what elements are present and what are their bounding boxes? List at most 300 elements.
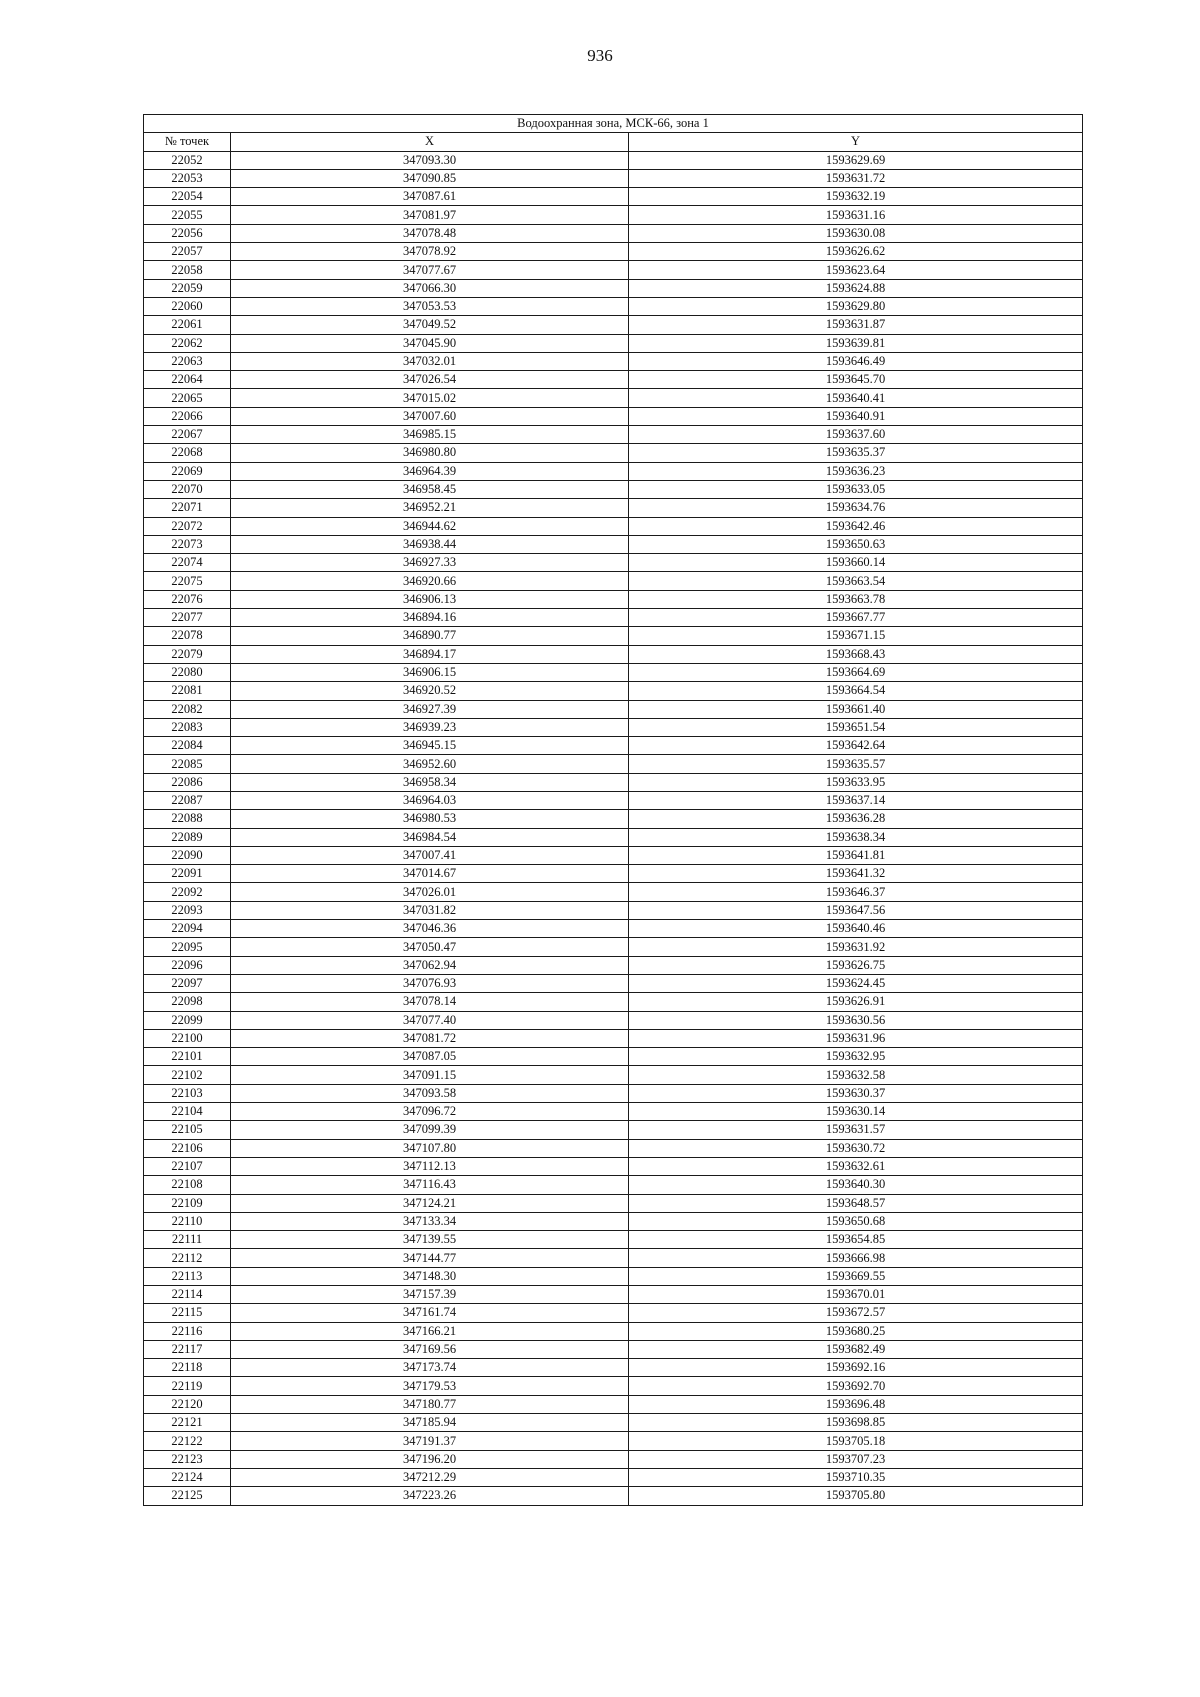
x-cell: 347144.77	[231, 1249, 629, 1267]
table-row	[144, 1212, 1083, 1230]
y-cell: 1593637.14	[629, 791, 1083, 809]
x-cell: 346927.33	[231, 554, 629, 572]
point-number-cell: 22121	[144, 1414, 231, 1432]
x-cell: 347173.74	[231, 1359, 629, 1377]
table-row	[144, 773, 1083, 791]
table-row	[144, 1450, 1083, 1468]
point-number-cell: 22101	[144, 1048, 231, 1066]
y-cell: 1593630.08	[629, 224, 1083, 242]
y-cell: 1593626.62	[629, 243, 1083, 261]
table-row	[144, 1304, 1083, 1322]
x-cell: 346927.39	[231, 700, 629, 718]
table-title-row	[144, 115, 1083, 133]
table-row	[144, 1231, 1083, 1249]
point-number-cell: 22078	[144, 627, 231, 645]
y-cell: 1593631.96	[629, 1029, 1083, 1047]
header-y: Y	[629, 133, 1083, 151]
point-number-cell: 22084	[144, 737, 231, 755]
y-cell: 1593670.01	[629, 1286, 1083, 1304]
point-number-cell: 22076	[144, 590, 231, 608]
y-cell: 1593705.80	[629, 1487, 1083, 1505]
table-row	[144, 1066, 1083, 1084]
y-cell: 1593640.46	[629, 920, 1083, 938]
x-cell: 347107.80	[231, 1139, 629, 1157]
y-cell: 1593692.70	[629, 1377, 1083, 1395]
table-row	[144, 1029, 1083, 1047]
point-number-cell: 22104	[144, 1103, 231, 1121]
table-row	[144, 279, 1083, 297]
x-cell: 347049.52	[231, 316, 629, 334]
point-number-cell: 22057	[144, 243, 231, 261]
y-cell: 1593637.60	[629, 426, 1083, 444]
y-cell: 1593640.91	[629, 407, 1083, 425]
point-number-cell: 22055	[144, 206, 231, 224]
x-cell: 346906.13	[231, 590, 629, 608]
y-cell: 1593645.70	[629, 371, 1083, 389]
table-row	[144, 974, 1083, 992]
table-row	[144, 663, 1083, 681]
table-row	[144, 865, 1083, 883]
table-header-row	[144, 133, 1083, 151]
x-cell: 346890.77	[231, 627, 629, 645]
y-cell: 1593661.40	[629, 700, 1083, 718]
point-number-cell: 22124	[144, 1468, 231, 1486]
x-cell: 347179.53	[231, 1377, 629, 1395]
table-row	[144, 718, 1083, 736]
y-cell: 1593631.16	[629, 206, 1083, 224]
point-number-cell: 22103	[144, 1084, 231, 1102]
y-cell: 1593640.41	[629, 389, 1083, 407]
x-cell: 346938.44	[231, 535, 629, 553]
table-row	[144, 334, 1083, 352]
table-row	[144, 791, 1083, 809]
point-number-cell: 22056	[144, 224, 231, 242]
x-cell: 347081.72	[231, 1029, 629, 1047]
x-cell: 347046.36	[231, 920, 629, 938]
y-cell: 1593630.14	[629, 1103, 1083, 1121]
point-number-cell: 22089	[144, 828, 231, 846]
point-number-cell: 22059	[144, 279, 231, 297]
x-cell: 347180.77	[231, 1395, 629, 1413]
point-number-cell: 22097	[144, 974, 231, 992]
table-row	[144, 261, 1083, 279]
x-cell: 347078.48	[231, 224, 629, 242]
y-cell: 1593664.69	[629, 663, 1083, 681]
table-row	[144, 1432, 1083, 1450]
x-cell: 347026.54	[231, 371, 629, 389]
point-number-cell: 22114	[144, 1286, 231, 1304]
x-cell: 347212.29	[231, 1468, 629, 1486]
x-cell: 347139.55	[231, 1231, 629, 1249]
table-row	[144, 1157, 1083, 1175]
table-row	[144, 1084, 1083, 1102]
point-number-cell: 22110	[144, 1212, 231, 1230]
x-cell: 347093.58	[231, 1084, 629, 1102]
table-row	[144, 645, 1083, 663]
point-number-cell: 22113	[144, 1267, 231, 1285]
point-number-cell: 22080	[144, 663, 231, 681]
y-cell: 1593632.19	[629, 188, 1083, 206]
point-number-cell: 22058	[144, 261, 231, 279]
table-row	[144, 1487, 1083, 1505]
table-title: Водоохранная зона, МСК-66, зона 1	[144, 115, 1083, 133]
x-cell: 346906.15	[231, 663, 629, 681]
table-row	[144, 188, 1083, 206]
table-row	[144, 737, 1083, 755]
point-number-cell: 22083	[144, 718, 231, 736]
y-cell: 1593629.80	[629, 297, 1083, 315]
table-row	[144, 352, 1083, 370]
table-row	[144, 1395, 1083, 1413]
point-number-cell: 22085	[144, 755, 231, 773]
table-row	[144, 371, 1083, 389]
y-cell: 1593646.37	[629, 883, 1083, 901]
point-number-cell: 22100	[144, 1029, 231, 1047]
x-cell: 346939.23	[231, 718, 629, 736]
x-cell: 347007.60	[231, 407, 629, 425]
table-row	[144, 1322, 1083, 1340]
table-row	[144, 1286, 1083, 1304]
table-row	[144, 1011, 1083, 1029]
table-row	[144, 755, 1083, 773]
y-cell: 1593646.49	[629, 352, 1083, 370]
table-row	[144, 627, 1083, 645]
x-cell: 347078.14	[231, 993, 629, 1011]
header-x: X	[231, 133, 629, 151]
x-cell: 347026.01	[231, 883, 629, 901]
point-number-cell: 22061	[144, 316, 231, 334]
table-row	[144, 535, 1083, 553]
x-cell: 346952.21	[231, 499, 629, 517]
y-cell: 1593647.56	[629, 901, 1083, 919]
x-cell: 346945.15	[231, 737, 629, 755]
point-number-cell: 22073	[144, 535, 231, 553]
point-number-cell: 22107	[144, 1157, 231, 1175]
table-row	[144, 426, 1083, 444]
x-cell: 347185.94	[231, 1414, 629, 1432]
point-number-cell: 22067	[144, 426, 231, 444]
y-cell: 1593667.77	[629, 609, 1083, 627]
coordinates-table	[143, 114, 1083, 1506]
point-number-cell: 22069	[144, 462, 231, 480]
x-cell: 347090.85	[231, 169, 629, 187]
x-cell: 347091.15	[231, 1066, 629, 1084]
y-cell: 1593663.54	[629, 572, 1083, 590]
y-cell: 1593692.16	[629, 1359, 1083, 1377]
point-number-cell: 22098	[144, 993, 231, 1011]
point-number-cell: 22094	[144, 920, 231, 938]
point-number-cell: 22119	[144, 1377, 231, 1395]
point-number-cell: 22093	[144, 901, 231, 919]
x-cell: 347066.30	[231, 279, 629, 297]
table-row	[144, 920, 1083, 938]
x-cell: 347081.97	[231, 206, 629, 224]
point-number-cell: 22090	[144, 846, 231, 864]
x-cell: 347076.93	[231, 974, 629, 992]
point-number-cell: 22075	[144, 572, 231, 590]
table-row	[144, 224, 1083, 242]
table-row	[144, 517, 1083, 535]
y-cell: 1593682.49	[629, 1340, 1083, 1358]
table-row	[144, 499, 1083, 517]
table-row	[144, 444, 1083, 462]
y-cell: 1593669.55	[629, 1267, 1083, 1285]
y-cell: 1593641.81	[629, 846, 1083, 864]
y-cell: 1593650.68	[629, 1212, 1083, 1230]
y-cell: 1593630.37	[629, 1084, 1083, 1102]
y-cell: 1593668.43	[629, 645, 1083, 663]
x-cell: 347169.56	[231, 1340, 629, 1358]
x-cell: 347015.02	[231, 389, 629, 407]
x-cell: 346980.53	[231, 810, 629, 828]
x-cell: 346985.15	[231, 426, 629, 444]
table-row	[144, 462, 1083, 480]
x-cell: 347077.67	[231, 261, 629, 279]
x-cell: 347148.30	[231, 1267, 629, 1285]
point-number-cell: 22112	[144, 1249, 231, 1267]
y-cell: 1593632.61	[629, 1157, 1083, 1175]
y-cell: 1593635.57	[629, 755, 1083, 773]
table-row	[144, 810, 1083, 828]
x-cell: 347087.05	[231, 1048, 629, 1066]
x-cell: 347032.01	[231, 352, 629, 370]
point-number-cell: 22088	[144, 810, 231, 828]
point-number-cell: 22071	[144, 499, 231, 517]
point-number-cell: 22053	[144, 169, 231, 187]
point-number-cell: 22117	[144, 1340, 231, 1358]
table-row	[144, 151, 1083, 169]
point-number-cell: 22065	[144, 389, 231, 407]
table-row	[144, 609, 1083, 627]
table-body	[144, 151, 1083, 1505]
table-row	[144, 316, 1083, 334]
x-cell: 347161.74	[231, 1304, 629, 1322]
point-number-cell: 22066	[144, 407, 231, 425]
table-row	[144, 700, 1083, 718]
point-number-cell: 22072	[144, 517, 231, 535]
table-row	[144, 1340, 1083, 1358]
point-number-cell: 22123	[144, 1450, 231, 1468]
table-row	[144, 1377, 1083, 1395]
table-row	[144, 1139, 1083, 1157]
x-cell: 347112.13	[231, 1157, 629, 1175]
point-number-cell: 22105	[144, 1121, 231, 1139]
y-cell: 1593632.58	[629, 1066, 1083, 1084]
point-number-cell: 22082	[144, 700, 231, 718]
point-number-cell: 22116	[144, 1322, 231, 1340]
y-cell: 1593666.98	[629, 1249, 1083, 1267]
y-cell: 1593635.37	[629, 444, 1083, 462]
point-number-cell: 22099	[144, 1011, 231, 1029]
y-cell: 1593660.14	[629, 554, 1083, 572]
y-cell: 1593636.23	[629, 462, 1083, 480]
y-cell: 1593654.85	[629, 1231, 1083, 1249]
x-cell: 347078.92	[231, 243, 629, 261]
table-row	[144, 1176, 1083, 1194]
table-row	[144, 297, 1083, 315]
table-row	[144, 206, 1083, 224]
y-cell: 1593638.34	[629, 828, 1083, 846]
point-number-cell: 22068	[144, 444, 231, 462]
y-cell: 1593710.35	[629, 1468, 1083, 1486]
point-number-cell: 22054	[144, 188, 231, 206]
point-number-cell: 22115	[144, 1304, 231, 1322]
x-cell: 346952.60	[231, 755, 629, 773]
x-cell: 347116.43	[231, 1176, 629, 1194]
table-row	[144, 389, 1083, 407]
y-cell: 1593707.23	[629, 1450, 1083, 1468]
y-cell: 1593696.48	[629, 1395, 1083, 1413]
y-cell: 1593672.57	[629, 1304, 1083, 1322]
x-cell: 347045.90	[231, 334, 629, 352]
table-row	[144, 938, 1083, 956]
table-row	[144, 901, 1083, 919]
table-row	[144, 1468, 1083, 1486]
y-cell: 1593641.32	[629, 865, 1083, 883]
x-cell: 347223.26	[231, 1487, 629, 1505]
point-number-cell: 22106	[144, 1139, 231, 1157]
point-number-cell: 22077	[144, 609, 231, 627]
y-cell: 1593626.75	[629, 956, 1083, 974]
y-cell: 1593650.63	[629, 535, 1083, 553]
x-cell: 346920.52	[231, 682, 629, 700]
point-number-cell: 22118	[144, 1359, 231, 1377]
table-row	[144, 1414, 1083, 1432]
table-head	[144, 115, 1083, 152]
table-row	[144, 554, 1083, 572]
x-cell: 347157.39	[231, 1286, 629, 1304]
table-row	[144, 1267, 1083, 1285]
y-cell: 1593626.91	[629, 993, 1083, 1011]
y-cell: 1593624.45	[629, 974, 1083, 992]
y-cell: 1593639.81	[629, 334, 1083, 352]
x-cell: 347191.37	[231, 1432, 629, 1450]
table-row	[144, 956, 1083, 974]
table-row	[144, 828, 1083, 846]
point-number-cell: 22070	[144, 480, 231, 498]
y-cell: 1593642.64	[629, 737, 1083, 755]
x-cell: 347053.53	[231, 297, 629, 315]
y-cell: 1593631.92	[629, 938, 1083, 956]
y-cell: 1593680.25	[629, 1322, 1083, 1340]
x-cell: 346964.39	[231, 462, 629, 480]
x-cell: 347007.41	[231, 846, 629, 864]
point-number-cell: 22092	[144, 883, 231, 901]
point-number-cell: 22111	[144, 1231, 231, 1249]
x-cell: 347096.72	[231, 1103, 629, 1121]
point-number-cell: 22081	[144, 682, 231, 700]
table-row	[144, 590, 1083, 608]
point-number-cell: 22125	[144, 1487, 231, 1505]
point-number-cell: 22120	[144, 1395, 231, 1413]
y-cell: 1593705.18	[629, 1432, 1083, 1450]
table-row	[144, 1048, 1083, 1066]
point-number-cell: 22060	[144, 297, 231, 315]
y-cell: 1593664.54	[629, 682, 1083, 700]
y-cell: 1593631.57	[629, 1121, 1083, 1139]
y-cell: 1593631.72	[629, 169, 1083, 187]
x-cell: 346964.03	[231, 791, 629, 809]
x-cell: 347077.40	[231, 1011, 629, 1029]
y-cell: 1593624.88	[629, 279, 1083, 297]
table-row	[144, 407, 1083, 425]
x-cell: 347031.82	[231, 901, 629, 919]
table-row	[144, 993, 1083, 1011]
y-cell: 1593633.95	[629, 773, 1083, 791]
x-cell: 347133.34	[231, 1212, 629, 1230]
point-number-cell: 22064	[144, 371, 231, 389]
point-number-cell: 22063	[144, 352, 231, 370]
y-cell: 1593671.15	[629, 627, 1083, 645]
page-number: 936	[587, 46, 613, 65]
table-row	[144, 572, 1083, 590]
table-row	[144, 883, 1083, 901]
y-cell: 1593623.64	[629, 261, 1083, 279]
table-row	[144, 682, 1083, 700]
header-point-number: № точек	[144, 133, 231, 151]
point-number-cell: 22122	[144, 1432, 231, 1450]
table-row	[144, 846, 1083, 864]
y-cell: 1593642.46	[629, 517, 1083, 535]
x-cell: 347196.20	[231, 1450, 629, 1468]
table-row	[144, 1249, 1083, 1267]
x-cell: 347166.21	[231, 1322, 629, 1340]
y-cell: 1593651.54	[629, 718, 1083, 736]
point-number-cell: 22096	[144, 956, 231, 974]
x-cell: 347124.21	[231, 1194, 629, 1212]
x-cell: 346980.80	[231, 444, 629, 462]
x-cell: 346894.16	[231, 609, 629, 627]
y-cell: 1593630.72	[629, 1139, 1083, 1157]
table-row	[144, 1103, 1083, 1121]
point-number-cell: 22079	[144, 645, 231, 663]
x-cell: 347093.30	[231, 151, 629, 169]
point-number-cell: 22095	[144, 938, 231, 956]
y-cell: 1593698.85	[629, 1414, 1083, 1432]
x-cell: 347087.61	[231, 188, 629, 206]
y-cell: 1593648.57	[629, 1194, 1083, 1212]
point-number-cell: 22102	[144, 1066, 231, 1084]
table-row	[144, 1359, 1083, 1377]
table-row	[144, 1121, 1083, 1139]
y-cell: 1593663.78	[629, 590, 1083, 608]
table-row	[144, 480, 1083, 498]
x-cell: 346984.54	[231, 828, 629, 846]
y-cell: 1593632.95	[629, 1048, 1083, 1066]
x-cell: 347099.39	[231, 1121, 629, 1139]
table-row	[144, 243, 1083, 261]
x-cell: 346958.45	[231, 480, 629, 498]
table-row	[144, 1194, 1083, 1212]
x-cell: 346944.62	[231, 517, 629, 535]
y-cell: 1593630.56	[629, 1011, 1083, 1029]
point-number-cell: 22091	[144, 865, 231, 883]
point-number-cell: 22074	[144, 554, 231, 572]
y-cell: 1593640.30	[629, 1176, 1083, 1194]
x-cell: 346958.34	[231, 773, 629, 791]
y-cell: 1593629.69	[629, 151, 1083, 169]
y-cell: 1593631.87	[629, 316, 1083, 334]
x-cell: 347014.67	[231, 865, 629, 883]
point-number-cell: 22109	[144, 1194, 231, 1212]
x-cell: 347062.94	[231, 956, 629, 974]
point-number-cell: 22062	[144, 334, 231, 352]
x-cell: 346894.17	[231, 645, 629, 663]
point-number-cell: 22087	[144, 791, 231, 809]
table-row	[144, 169, 1083, 187]
y-cell: 1593633.05	[629, 480, 1083, 498]
y-cell: 1593636.28	[629, 810, 1083, 828]
